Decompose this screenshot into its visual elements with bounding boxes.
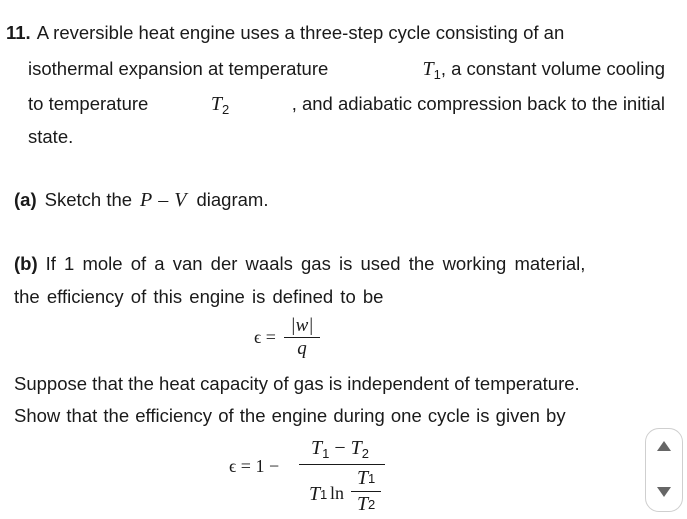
scroll-control[interactable] xyxy=(645,428,683,512)
problem-line-1 xyxy=(6,22,665,44)
problem-line-4: state. xyxy=(28,126,74,147)
efficiency-result: ϵ = 1 − $T_1 - T_2$ T 1 ln T 1 T 2 xyxy=(229,437,389,519)
triangle-down-icon[interactable] xyxy=(657,487,671,497)
abs-w: |w| xyxy=(290,315,314,336)
temp-t2-inline: $T_2$ xyxy=(210,93,230,117)
part-b-line-2: the efficiency of this engine is defined to be xyxy=(14,286,384,307)
main-fraction-bar xyxy=(299,464,385,465)
part-a-text-before: Sketch the xyxy=(44,189,133,210)
heat-q: q xyxy=(297,338,307,360)
part-b-line-3: Suppose that the heat capacity of gas is independent of temperature. xyxy=(14,373,580,394)
temp-t1-inline: $T_1$, a constant volume cooling xyxy=(422,58,665,82)
problem-line-2 xyxy=(28,58,665,81)
part-b-line-4: Show that the efficiency of the engine during one cycle is given by xyxy=(14,405,566,426)
triangle-up-icon[interactable] xyxy=(657,441,671,451)
eps-one-minus: ϵ = 1 − xyxy=(229,456,280,476)
efficiency-definition: ϵ = $\frac{|w|}{q}$ xyxy=(254,315,320,360)
numerator: $T_1 - T_2$ xyxy=(311,437,369,461)
problem-intro-line-2a: isothermal expansion at temperature xyxy=(28,58,329,79)
part-b-line-1 xyxy=(14,253,665,275)
problem-intro-line-1: A reversible heat engine uses a three-step cycle consisting of an xyxy=(36,22,565,43)
part-b-text-1: If 1 mole of a van der waals gas is used the working material, xyxy=(45,253,586,274)
problem-number: 11. xyxy=(6,22,31,43)
part-a-label: (a) xyxy=(14,189,37,210)
problem-line-3 xyxy=(28,93,665,116)
problem-intro-line-3b: , and adiabatic compression back to the initial xyxy=(291,93,665,114)
part-a xyxy=(14,189,268,212)
part-b-label: (b) xyxy=(14,253,38,274)
pv-expression: P – V xyxy=(140,189,187,211)
problem-intro-line-3a: to temperature xyxy=(28,93,149,114)
part-a-text-after: diagram. xyxy=(196,189,269,210)
